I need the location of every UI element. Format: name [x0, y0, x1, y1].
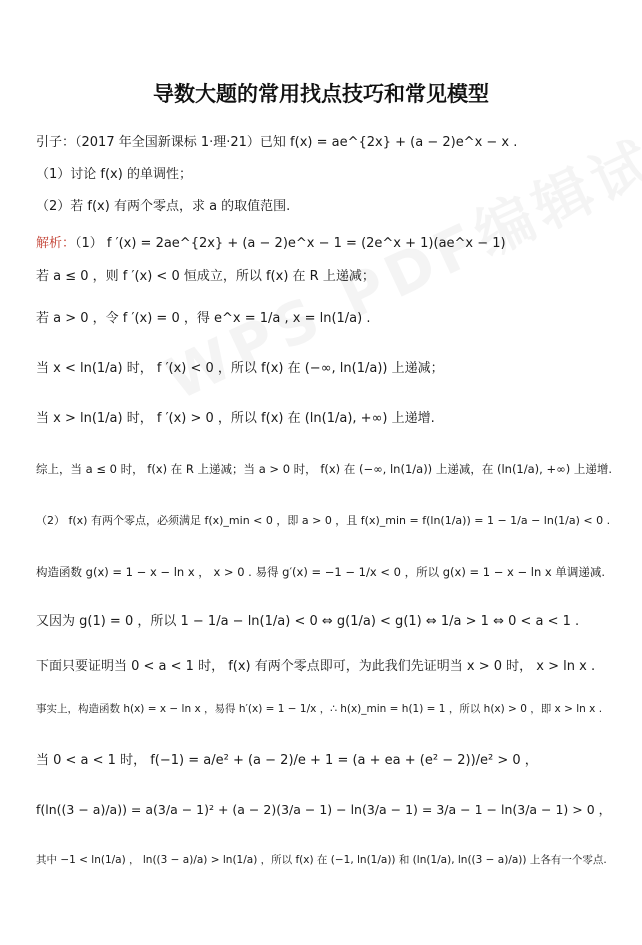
text-line-case2: [36, 310, 622, 328]
text-line-q2: [36, 198, 622, 216]
text-line-content: 事实上，构造函数 h(x) = x − ln x ，易得 h′(x) = 1 − 1/x ，∴ h(x)_min = h(1) = 1 ，所以 h(x) > 0 ，即 x > ln x .: [36, 703, 603, 715]
text-line-content: 综上，当 a ≤ 0 时， f(x) 在 R 上递减；当 a > 0 时， f(x) 在 (−∞, ln(1/a)) 上递减，在 (ln(1/a), +∞) 上递增.: [36, 462, 612, 476]
text-line-inc: [36, 410, 622, 428]
text-line-part2: [36, 512, 622, 530]
text-line-because: [36, 613, 622, 631]
text-line-fact: [36, 700, 622, 718]
text-line-dec: [36, 360, 622, 378]
text-line-fval: [36, 801, 622, 819]
text-line-content: （2）若 f(x) 有两个零点，求 a 的取值范围.: [36, 199, 291, 214]
text-line-content: 当 0 < a < 1 时， f(−1) = a/e² + (a − 2)/e + 1 = (a + ea + (e² − 2))/e² > 0 ，: [36, 753, 538, 768]
solution-label: 解析：: [36, 236, 76, 251]
text-line-content: 若 a > 0 ，令 f ′(x) = 0 ，得 e^x = 1/a , x = ln(1/a) .: [36, 311, 371, 326]
text-line-sol1: [36, 235, 622, 253]
text-line-content: 构造函数 g(x) = 1 − x − ln x ， x > 0 . 易得 g′(x) = −1 − 1/x < 0 ，所以 g(x) = 1 − x − ln x 单调递减.: [36, 565, 606, 579]
text-line-case1: [36, 268, 622, 286]
text-line-prove: [36, 658, 622, 676]
text-line-where: [36, 851, 622, 869]
text-line-content: 当 x > ln(1/a) 时， f ′(x) > 0 ，所以 f(x) 在 (ln(1/a), +∞) 上递增.: [36, 411, 435, 426]
watermark: [150, 120, 642, 394]
text-line-content: 引子：（2017 年全国新课标 1·理·21）已知 f(x) = ae^{2x} + (a − 2)e^x − x .: [36, 135, 518, 150]
text-line-content: f(ln((3 − a)/a)) = a(3/a − 1)² + (a − 2)(3/a − 1) − ln(3/a − 1) = 3/a − 1 − ln(3/a − 1) > 0 ，: [36, 802, 612, 817]
text-line-content: （2） f(x) 有两个零点，必须满足 f(x)_min < 0 ，即 a > 0 ，且 f(x)_min = f(ln(1/a)) = 1 − 1/a − ln(1/a) < 0 .: [36, 514, 611, 527]
text-line-when: [36, 752, 622, 770]
text-line-intro: [36, 134, 622, 152]
text-line-content: 当 x < ln(1/a) 时， f ′(x) < 0 ，所以 f(x) 在 (−∞, ln(1/a)) 上递减；: [36, 361, 444, 376]
text-line-content: （1）讨论 f(x) 的单调性；: [36, 167, 192, 182]
text-line-content: 又因为 g(1) = 0 ，所以 1 − 1/a − ln(1/a) < 0 ⇔ g(1/a) < g(1) ⇔ 1/a > 1 ⇔ 0 < a < 1 .: [36, 614, 580, 629]
text-line-content: 其中 −1 < ln(1/a) ， ln((3 − a)/a) > ln(1/a) ，所以 f(x) 在 (−1, ln(1/a)) 和 (ln(1/a), ln((3 − a)/a)) 上各有一个零点.: [36, 854, 607, 866]
text-line-content: 下面只要证明当 0 < a < 1 时， f(x) 有两个零点即可，为此我们先证明当 x > 0 时， x > ln x .: [36, 659, 596, 674]
text-line-content: （1） f ′(x) = 2ae^{2x} + (a − 2)e^x − 1 = (2e^x + 1)(ae^x − 1): [75, 236, 506, 251]
text-line-summary: [36, 460, 622, 478]
text-line-content: 若 a ≤ 0 ，则 f ′(x) < 0 恒成立，所以 f(x) 在 R 上递减；: [36, 269, 375, 284]
page-title: 导数大题的常用找点技巧和常见模型: [153, 82, 489, 106]
text-line-construct: [36, 563, 622, 581]
text-line-q1: [36, 166, 622, 184]
